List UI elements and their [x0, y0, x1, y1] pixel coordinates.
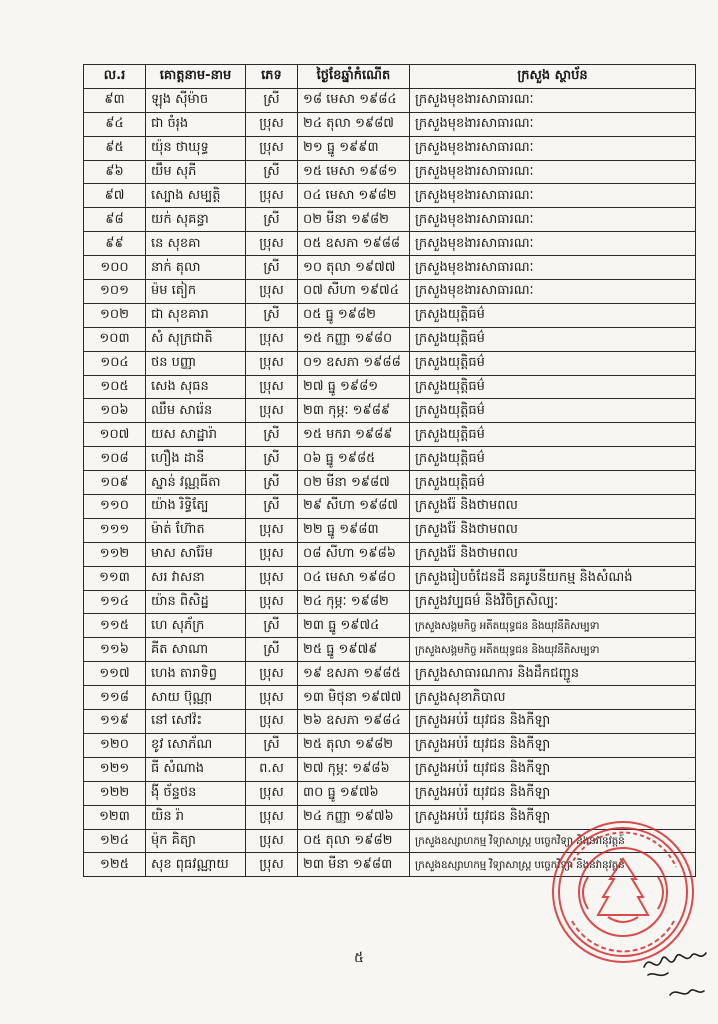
row-name: ថន បញ្ញា [146, 351, 246, 375]
row-number: ១២២ [84, 781, 146, 805]
row-date-of-birth: ២៧ ធ្នូ ១៩៨១ [298, 375, 410, 399]
row-number: ១០៧ [84, 423, 146, 447]
table-row [84, 447, 696, 471]
row-date-of-birth: ០៤ មេសា ១៩៨០ [298, 566, 410, 590]
row-date-of-birth: ១៥ មេសា ១៩៨១ [298, 160, 410, 184]
row-number: ១១១ [84, 518, 146, 542]
row-date-of-birth: ២៣ ធ្នូ ១៩៧៤ [298, 614, 410, 638]
table-row [84, 781, 696, 805]
row-gender: ប្រុស [246, 662, 298, 686]
row-date-of-birth: ២២ ធ្នូ ១៩៨៣ [298, 518, 410, 542]
row-date-of-birth: ១៨ មេសា ១៩៨៤ [298, 88, 410, 112]
row-date-of-birth: ២១ ធ្នូ ១៩៩៣ [298, 136, 410, 160]
row-name: យឹម សុភី [146, 160, 246, 184]
row-date-of-birth: ២៧ កុម្ភៈ ១៩៨៦ [298, 757, 410, 781]
row-gender: ស្រី [246, 638, 298, 662]
handwritten-signature [640, 945, 710, 1005]
row-date-of-birth: ០៥ តុលា ១៩៨២ [298, 829, 410, 853]
row-ministry: ក្រសួងយុត្តិធម៌ [410, 471, 696, 495]
header-number: ល.រ [84, 65, 146, 89]
table-row [84, 495, 696, 519]
row-name: ឈឹម សារ៉េន [146, 399, 246, 423]
row-name: ម៉ុក គិត្យា [146, 829, 246, 853]
row-ministry: ក្រសួងមុខងារសាធារណៈ [410, 208, 696, 232]
table-row [84, 471, 696, 495]
row-name: ស្នាន់ វណ្ណធីតា [146, 471, 246, 495]
row-gender: ប្រុស [246, 351, 298, 375]
row-ministry: ក្រសួងមុខងារសាធារណៈ [410, 88, 696, 112]
row-ministry: ក្រសួងមុខងារសាធារណៈ [410, 256, 696, 280]
table-row [84, 710, 696, 734]
row-ministry: ក្រសួងយុត្តិធម៌ [410, 399, 696, 423]
row-gender: ប្រុស [246, 686, 298, 710]
row-ministry: ក្រសួងយុត្តិធម៌ [410, 423, 696, 447]
table-row [84, 136, 696, 160]
row-gender: ស្រី [246, 495, 298, 519]
row-date-of-birth: ២៥ ធ្នូ ១៩៧៩ [298, 638, 410, 662]
table-row [84, 423, 696, 447]
table-row [84, 351, 696, 375]
row-gender: ប្រុស [246, 566, 298, 590]
table-row [84, 399, 696, 423]
table-row [84, 614, 696, 638]
row-number: ៩៨ [84, 208, 146, 232]
row-number: ១១៨ [84, 686, 146, 710]
row-number: ១០៤ [84, 351, 146, 375]
header-gender: ភេទ [246, 65, 298, 89]
row-date-of-birth: ២៩ សីហា ១៩៨៧ [298, 495, 410, 519]
header-date-of-birth: ថ្ងៃខែឆ្នាំកំណើត [298, 65, 410, 89]
row-date-of-birth: ០៦ ធ្នូ ១៩៨៥ [298, 447, 410, 471]
table-header-row [84, 65, 696, 89]
row-date-of-birth: ០៥ ធ្នូ ១៩៨២ [298, 303, 410, 327]
row-name: ង៉ី ច័ន្ទថន [146, 781, 246, 805]
row-ministry: ក្រសួងសង្គមកិច្ច អតីតយុទ្ធជន និងយុវនីតិសម្បទា [410, 614, 696, 638]
row-name: ម៉ម តៀក [146, 280, 246, 304]
row-date-of-birth: ៣០ ធ្នូ ១៩៧៦ [298, 781, 410, 805]
row-ministry: ក្រសួងមុខងារសាធារណៈ [410, 280, 696, 304]
row-date-of-birth: ០២ មីនា ១៩៨៧ [298, 471, 410, 495]
row-date-of-birth: ១៥ កញ្ញា ១៩៨០ [298, 327, 410, 351]
row-name: សេង សុធន [146, 375, 246, 399]
row-ministry: ក្រសួងសាធារណការ និងដឹកជញ្ជូន [410, 662, 696, 686]
row-number: ៩៧ [84, 184, 146, 208]
row-gender: ប្រុស [246, 829, 298, 853]
row-name: យ៉ុន ថាឃុទ្ធ [146, 136, 246, 160]
row-gender: ស្រី [246, 256, 298, 280]
row-date-of-birth: ២៦ ឧសភា ១៩៨៤ [298, 710, 410, 734]
row-date-of-birth: ២៣ មីនា ១៩៨៣ [298, 853, 410, 877]
row-name: ឡុង ស៊ីម៉ាច [146, 88, 246, 112]
table-row [84, 733, 696, 757]
row-gender: ស្រី [246, 614, 298, 638]
table-row [84, 375, 696, 399]
row-date-of-birth: ០៥ ឧសភា ១៩៨៨ [298, 232, 410, 256]
row-number: ១០២ [84, 303, 146, 327]
row-gender: ស្រី [246, 208, 298, 232]
row-name: យ៉ាង រិទ្ធិត្បែ [146, 495, 246, 519]
row-number: ១០៨ [84, 447, 146, 471]
row-gender: ស្រី [246, 160, 298, 184]
row-ministry: ក្រសួងយុត្តិធម៌ [410, 303, 696, 327]
row-date-of-birth: ១៣ មិថុនា ១៩៧៧ [298, 686, 410, 710]
row-date-of-birth: ២៤ កុម្ភៈ ១៩៨២ [298, 590, 410, 614]
row-number: ១២១ [84, 757, 146, 781]
row-number: ៩៩ [84, 232, 146, 256]
row-ministry: ក្រសួងមុខងារសាធារណៈ [410, 184, 696, 208]
table-row [84, 686, 696, 710]
row-name: ហេ សុភ័ក្រ [146, 614, 246, 638]
row-number: ១១៩ [84, 710, 146, 734]
table-row [84, 590, 696, 614]
row-gender: ប្រុស [246, 184, 298, 208]
row-ministry: ក្រសួងសង្គមកិច្ច អតីតយុទ្ធជន និងយុវនីតិសម្បទា [410, 638, 696, 662]
row-number: ៩៦ [84, 160, 146, 184]
row-gender: ប្រុស [246, 399, 298, 423]
row-name: គីត សាណា [146, 638, 246, 662]
table-row [84, 112, 696, 136]
row-gender: ស្រី [246, 423, 298, 447]
row-number: ៩៤ [84, 112, 146, 136]
row-gender: ប្រុស [246, 710, 298, 734]
table-row [84, 662, 696, 686]
row-name: ធី សំណាង [146, 757, 246, 781]
row-name: មាស សារ៉ែម [146, 542, 246, 566]
row-name: ជា សុខគារា [146, 303, 246, 327]
row-date-of-birth: ២៥ តុលា ១៩៨២ [298, 733, 410, 757]
row-number: ១១៦ [84, 638, 146, 662]
row-number: ១០៥ [84, 375, 146, 399]
row-number: ១១០ [84, 495, 146, 519]
row-ministry: ក្រសួងអប់រំ យុវជន និងកីឡា [410, 805, 696, 829]
row-number: ១២៤ [84, 829, 146, 853]
row-name: យ៉ាន ពិសិដ្ឋ [146, 590, 246, 614]
table-row [84, 518, 696, 542]
row-name: សរ វាសនា [146, 566, 246, 590]
row-number: ១០០ [84, 256, 146, 280]
row-gender: ប្រុស [246, 781, 298, 805]
row-ministry: ក្រសួងយុត្តិធម៌ [410, 447, 696, 471]
row-ministry: ក្រសួងមុខងារសាធារណៈ [410, 112, 696, 136]
table-row [84, 327, 696, 351]
row-name: យិន រ៉ា [146, 805, 246, 829]
row-gender: ស្រី [246, 303, 298, 327]
row-number: ១១៤ [84, 590, 146, 614]
row-number: ១២៥ [84, 853, 146, 877]
row-date-of-birth: ០៨ សីហា ១៩៨៦ [298, 542, 410, 566]
header-ministry: ក្រសួង ស្ថាប័ន [410, 65, 696, 89]
row-gender: ព.ស [246, 757, 298, 781]
row-gender: ស្រី [246, 447, 298, 471]
row-gender: ប្រុស [246, 542, 298, 566]
row-name: សំ សុក្រជាតិ [146, 327, 246, 351]
row-name: ហឿង ដានី [146, 447, 246, 471]
row-gender: ស្រី [246, 88, 298, 112]
row-ministry: ក្រសួងអប់រំ យុវជន និងកីឡា [410, 733, 696, 757]
row-gender: ស្រី [246, 733, 298, 757]
row-gender: ប្រុស [246, 136, 298, 160]
row-name: នាក់ តុលា [146, 256, 246, 280]
row-name: ជា ចំរុង [146, 112, 246, 136]
row-date-of-birth: ០៤ មេសា ១៩៨២ [298, 184, 410, 208]
row-date-of-birth: ០១ ឧសភា ១៩៨៨ [298, 351, 410, 375]
row-date-of-birth: ១៥ មករា ១៩៨៩ [298, 423, 410, 447]
row-ministry: ក្រសួងរៀបចំដែនដី នគរូបនីយកម្ម និងសំណង់ [410, 566, 696, 590]
row-gender: ប្រុស [246, 590, 298, 614]
row-name: នៅ សៅវ៉ះ [146, 710, 246, 734]
row-name: ហេង តារាទិព្វ [146, 662, 246, 686]
table-row [84, 757, 696, 781]
row-number: ៩៣ [84, 88, 146, 112]
row-ministry: ក្រសួងវប្បធម៌ និងវិចិត្រសិល្បៈ [410, 590, 696, 614]
row-number: ១១២ [84, 542, 146, 566]
table-row [84, 303, 696, 327]
table-row [84, 208, 696, 232]
table-row [84, 256, 696, 280]
row-ministry: ក្រសួងអប់រំ យុវជន និងកីឡា [410, 781, 696, 805]
row-name: ស្បោង សម្បត្តិ [146, 184, 246, 208]
row-name: ម៉ាត់ ហ៊ែាត [146, 518, 246, 542]
table-row [84, 280, 696, 304]
row-ministry: ក្រសួងយុត្តិធម៌ [410, 327, 696, 351]
row-ministry: ក្រសួងរ៉ែ និងថាមពល [410, 518, 696, 542]
row-name: យស សាដ្ឋារ៉ា [146, 423, 246, 447]
row-gender: ប្រុស [246, 518, 298, 542]
row-date-of-birth: ១៩ ឧសភា ១៩៨៥ [298, 662, 410, 686]
row-number: ១០៦ [84, 399, 146, 423]
row-date-of-birth: ០២ មីនា ១៩៨២ [298, 208, 410, 232]
row-ministry: ក្រសួងមុខងារសាធារណៈ [410, 136, 696, 160]
row-number: ១១៧ [84, 662, 146, 686]
personnel-table [83, 64, 696, 877]
table-row [84, 638, 696, 662]
row-ministry: ក្រសួងយុត្តិធម៌ [410, 375, 696, 399]
row-gender: ប្រុស [246, 232, 298, 256]
row-name: ខូវ សោភ័ណ [146, 733, 246, 757]
row-ministry: ក្រសួងមុខងារសាធារណៈ [410, 232, 696, 256]
row-gender: ប្រុស [246, 112, 298, 136]
row-ministry: ក្រសួងឧស្សាហកម្ម វិទ្យាសាស្ត្រ បច្ចេកវិទ្យា និងនវានុវត្តន៍ [410, 829, 696, 853]
row-ministry: ក្រសួងមុខងារសាធារណៈ [410, 160, 696, 184]
row-number: ១២៣ [84, 805, 146, 829]
row-gender: ស្រី [246, 471, 298, 495]
row-number: ១១៣ [84, 566, 146, 590]
row-name: នេ សុខគា [146, 232, 246, 256]
table-row [84, 160, 696, 184]
row-date-of-birth: ១០ តុលា ១៩៧៧ [298, 256, 410, 280]
table-row [84, 566, 696, 590]
row-ministry: ក្រសួងរ៉ែ និងថាមពល [410, 495, 696, 519]
row-number: ១១៥ [84, 614, 146, 638]
table-row [84, 184, 696, 208]
row-gender: ប្រុស [246, 327, 298, 351]
row-name: យក់ សុគន្ធា [146, 208, 246, 232]
row-name: សុខ ពុធវណ្ណាយ [146, 853, 246, 877]
header-name: គោត្តនាម-នាម [146, 65, 246, 89]
row-gender: ប្រុស [246, 853, 298, 877]
table-row [84, 232, 696, 256]
row-ministry: ក្រសួងឧស្សាហកម្ម វិទ្យាសាស្ត្រ បច្ចេកវិទ្យា និងនវានុវត្តន៍ [410, 853, 696, 877]
row-number: ៩៥ [84, 136, 146, 160]
page-number: ៥ [354, 950, 364, 966]
row-date-of-birth: ២៣ កុម្ភៈ ១៩៨៩ [298, 399, 410, 423]
row-ministry: ក្រសួងអប់រំ យុវជន និងកីឡា [410, 757, 696, 781]
row-gender: ប្រុស [246, 375, 298, 399]
row-gender: ប្រុស [246, 805, 298, 829]
row-date-of-birth: ០៧ សីហា ១៩៧៤ [298, 280, 410, 304]
row-ministry: ក្រសួងរ៉ែ និងថាមពល [410, 542, 696, 566]
table-row [84, 542, 696, 566]
row-number: ១០៩ [84, 471, 146, 495]
row-date-of-birth: ២៤ កញ្ញា ១៩៧៦ [298, 805, 410, 829]
row-ministry: ក្រសួងអប់រំ យុវជន និងកីឡា [410, 710, 696, 734]
row-name: សាយ ប៊ុណ្ណា [146, 686, 246, 710]
row-number: ១០៣ [84, 327, 146, 351]
row-date-of-birth: ២៤ តុលា ១៩៨៧ [298, 112, 410, 136]
table-row [84, 88, 696, 112]
row-number: ១២០ [84, 733, 146, 757]
row-gender: ប្រុស [246, 280, 298, 304]
row-ministry: ក្រសួងសុខាភិបាល [410, 686, 696, 710]
row-ministry: ក្រសួងយុត្តិធម៌ [410, 351, 696, 375]
row-number: ១០១ [84, 280, 146, 304]
